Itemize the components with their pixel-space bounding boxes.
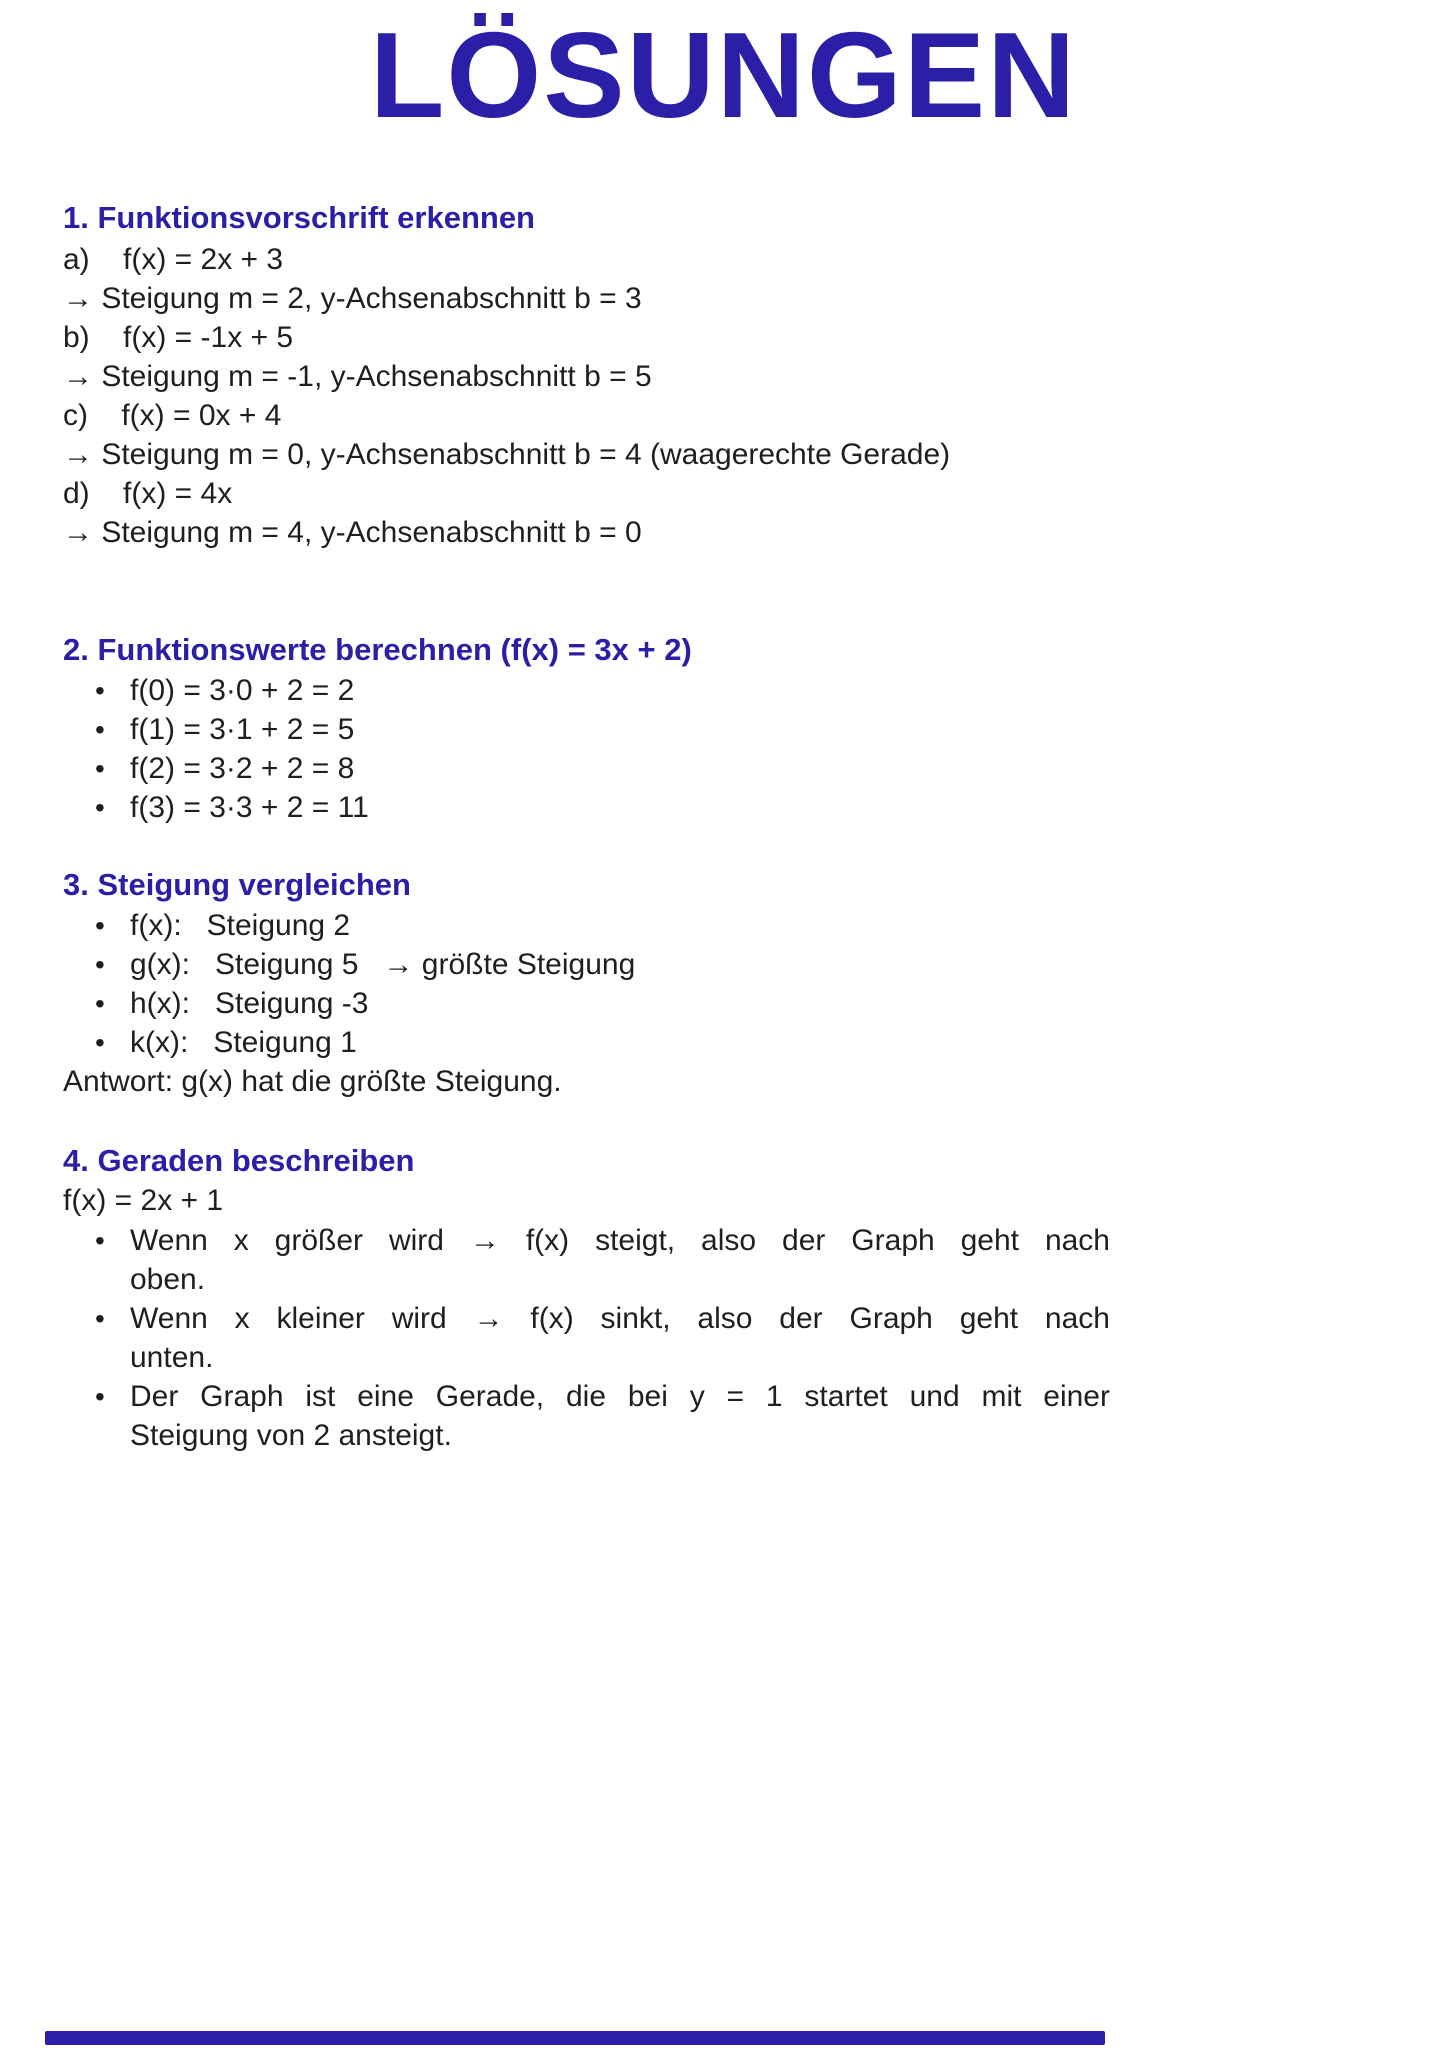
- section-2-heading: 2. Funktionswerte berechnen (f(x) = 3x + 2): [63, 632, 692, 667]
- list-item: [63, 671, 1110, 710]
- solution-line: c) f(x) = 0x + 4: [63, 399, 282, 432]
- solution-line: → Steigung m = -1, y-Achsenabschnitt b = 5: [63, 360, 652, 393]
- list-item-text: f(0) = 3·0 + 2 = 2: [130, 674, 355, 707]
- list-item-text: [130, 1377, 1110, 1455]
- paragraph-line: Steigung von 2 ansteigt.: [130, 1419, 452, 1452]
- bullet-icon: •: [95, 949, 105, 980]
- list-item-text: [130, 1299, 1110, 1377]
- list-item: [63, 749, 1110, 788]
- section-3-bullets: [63, 906, 1110, 1062]
- list-item-text: g(x): Steigung 5 → größte Steigung: [130, 948, 636, 981]
- bullet-icon: •: [95, 988, 105, 1019]
- section-2-bullets: [63, 671, 1110, 827]
- solution-line: → Steigung m = 2, y-Achsenabschnitt b = 3: [63, 282, 642, 315]
- section-4-bullets: [63, 1221, 1110, 1455]
- bullet-icon: •: [95, 1303, 105, 1334]
- list-item: [63, 788, 1110, 827]
- paragraph-line: Der Graph ist eine Gerade, die bei y = 1 startet und mit einer: [130, 1380, 1110, 1413]
- section-geraden-beschreiben: [63, 1141, 1110, 1455]
- list-item: [63, 945, 1110, 984]
- solution-line: → Steigung m = 4, y-Achsenabschnitt b = 0: [63, 516, 642, 549]
- bullet-icon: •: [95, 792, 105, 823]
- solution-line: d) f(x) = 4x: [63, 477, 233, 510]
- section-1-lines: [63, 240, 1110, 552]
- list-item: [63, 1299, 1110, 1377]
- list-item: [63, 1023, 1110, 1062]
- bullet-icon: •: [95, 1381, 105, 1412]
- list-item-text: f(2) = 3·2 + 2 = 8: [130, 752, 355, 785]
- paragraph-line: unten.: [130, 1341, 214, 1374]
- section-steigung-vergleichen: [63, 865, 1110, 1101]
- bullet-icon: •: [95, 910, 105, 941]
- section-funktionswerte: [63, 630, 1110, 827]
- page-title: LÖSUNGEN: [369, 7, 1078, 143]
- list-item-text: k(x): Steigung 1: [130, 1026, 357, 1059]
- list-item: [63, 906, 1110, 945]
- section-funktionsvorschrift: [63, 198, 1110, 552]
- paragraph-line: oben.: [130, 1263, 206, 1296]
- answer-line: Antwort: g(x) hat die größte Steigung.: [63, 1065, 562, 1098]
- list-item: [63, 1377, 1110, 1455]
- bullet-icon: •: [95, 714, 105, 745]
- paragraph-line: Wenn x kleiner wird → f(x) sinkt, also der Graph geht nach: [130, 1302, 1110, 1335]
- list-item-text: f(1) = 3·1 + 2 = 5: [130, 713, 355, 746]
- solution-line: a) f(x) = 2x + 3: [63, 243, 284, 276]
- function-intro-line: f(x) = 2x + 1: [63, 1184, 224, 1217]
- paragraph-line: Wenn x größer wird → f(x) steigt, also der Graph geht nach: [130, 1224, 1110, 1257]
- solution-line: b) f(x) = -1x + 5: [63, 321, 294, 354]
- list-item-text: f(x): Steigung 2: [130, 909, 351, 942]
- list-item-text: h(x): Steigung -3: [130, 987, 369, 1020]
- list-item: [63, 1221, 1110, 1299]
- list-item-text: f(3) = 3·3 + 2 = 11: [130, 791, 369, 824]
- list-item-text: [130, 1221, 1110, 1299]
- bullet-icon: •: [95, 753, 105, 784]
- section-1-heading: 1. Funktionsvorschrift erkennen: [63, 200, 535, 235]
- section-4-heading: 4. Geraden beschreiben: [63, 1143, 415, 1178]
- page-content: [63, 198, 1110, 1455]
- bullet-icon: •: [95, 675, 105, 706]
- bullet-icon: •: [95, 1027, 105, 1058]
- cropped-next-heading-bar: [45, 2031, 1105, 2045]
- section-3-heading: 3. Steigung vergleichen: [63, 867, 411, 902]
- list-item: [63, 984, 1110, 1023]
- solution-line: → Steigung m = 0, y-Achsenabschnitt b = 4 (waagerechte Gerade): [63, 438, 951, 471]
- list-item: [63, 710, 1110, 749]
- bullet-icon: •: [95, 1225, 105, 1256]
